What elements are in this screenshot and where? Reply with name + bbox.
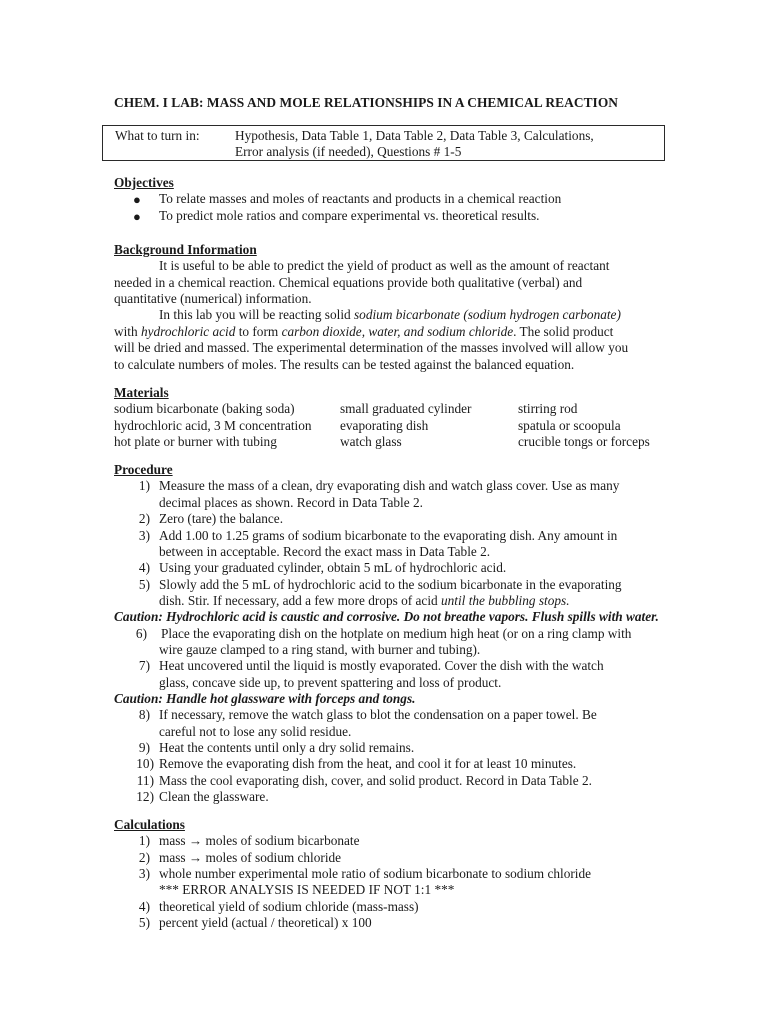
step-number: 5) <box>138 915 150 930</box>
procedure-step: Clean the glassware. <box>159 789 269 804</box>
background-text: will be dried and massed. The experimental determination of the masses involved will allow you <box>114 340 629 355</box>
step-number: 11) <box>136 773 154 788</box>
background-text: It is useful to be able to predict the yield of product as well as the amount of reactant <box>159 258 610 273</box>
background-text: with hydrochloric acid to form carbon dioxide, water, and sodium chloride. The solid product <box>114 324 614 339</box>
procedure-step: between in acceptable. Record the exact mass in Data Table 2. <box>159 544 491 559</box>
procedure-step: Heat the contents until only a dry solid remains. <box>159 740 415 755</box>
calculation-item: mass → moles of sodium chloride <box>159 850 342 865</box>
step-number: 4) <box>138 899 150 914</box>
procedure-step: Using your graduated cylinder, obtain 5 mL of hydrochloric acid. <box>159 560 507 575</box>
background-text: to calculate numbers of moles. The results can be tested against the balanced equation. <box>114 357 575 372</box>
step-number: 3) <box>138 866 150 881</box>
step-number: 2) <box>138 850 150 865</box>
procedure-step: Zero (tare) the balance. <box>159 511 284 526</box>
material-item: spatula or scoopula <box>518 418 621 433</box>
step-number: 8) <box>138 707 150 722</box>
objective-item: To relate masses and moles of reactants and products in a chemical reaction <box>159 191 562 206</box>
turn-in-label: What to turn in: <box>115 128 200 143</box>
step-number: 7) <box>138 658 150 673</box>
step-number: 4) <box>138 560 150 575</box>
procedure-step: careful not to lose any solid residue. <box>159 724 352 739</box>
procedure-step: glass, concave side up, to prevent spattering and loss of product. <box>159 675 502 690</box>
procedure-step: If necessary, remove the watch glass to blot the condensation on a paper towel. Be <box>159 707 597 722</box>
calculation-item: mass → moles of sodium bicarbonate <box>159 833 360 848</box>
procedure-step: Mass the cool evaporating dish, cover, and solid product. Record in Data Table 2. <box>159 773 592 788</box>
material-item: evaporating dish <box>340 418 429 433</box>
procedure-step: Slowly add the 5 mL of hydrochloric acid to the sodium bicarbonate in the evaporating <box>159 577 622 592</box>
page-title: CHEM. I LAB: MASS AND MOLE RELATIONSHIPS IN A CHEMICAL REACTION <box>114 95 619 110</box>
procedure-step: Heat uncovered until the liquid is mostly evaporated. Cover the dish with the watch <box>159 658 604 673</box>
background-text: needed in a chemical reaction. Chemical equations provide both qualitative (verbal) and <box>114 275 583 290</box>
step-number: 1) <box>138 833 150 848</box>
step-number: 3) <box>138 528 150 543</box>
objective-item: To predict mole ratios and compare experimental vs. theoretical results. <box>159 208 540 223</box>
materials-heading: Materials <box>114 385 169 400</box>
step-number: 12) <box>136 789 154 804</box>
turn-in-line-2: Error analysis (if needed), Questions # 1-5 <box>235 144 462 159</box>
error-analysis-note: *** ERROR ANALYSIS IS NEEDED IF NOT 1:1 *** <box>159 882 455 897</box>
procedure-step: dish. Stir. If necessary, add a few more drops of acid until the bubbling stops. <box>159 593 570 608</box>
material-item: hot plate or burner with tubing <box>114 434 277 449</box>
procedure-step: Place the evaporating dish on the hotplate on medium high heat (or on a ring clamp with <box>161 626 632 641</box>
calculation-item: whole number experimental mole ratio of sodium bicarbonate to sodium chloride <box>159 866 592 881</box>
material-item: stirring rod <box>518 401 578 416</box>
background-text: quantitative (numerical) information. <box>114 291 312 306</box>
caution-note: Caution: Hydrochloric acid is caustic and corrosive. Do not breathe vapors. Flush spills with water. <box>114 609 659 624</box>
procedure-step: Remove the evaporating dish from the heat, and cool it for at least 10 minutes. <box>159 756 577 771</box>
step-number: 1) <box>138 478 150 493</box>
calculation-item: percent yield (actual / theoretical) x 100 <box>159 915 372 930</box>
step-number: 9) <box>138 740 150 755</box>
caution-note: Caution: Handle hot glassware with forceps and tongs. <box>114 691 416 706</box>
material-item: sodium bicarbonate (baking soda) <box>114 401 295 416</box>
procedure-step: Add 1.00 to 1.25 grams of sodium bicarbonate to the evaporating dish. Any amount in <box>159 528 618 543</box>
calculation-item: theoretical yield of sodium chloride (mass-mass) <box>159 899 419 914</box>
step-number: 2) <box>138 511 150 526</box>
objectives-heading: Objectives <box>114 175 174 190</box>
turn-in-box <box>102 125 665 161</box>
background-heading: Background Information <box>114 242 257 257</box>
bullet-icon: ● <box>133 192 141 207</box>
step-number: 5) <box>138 577 150 592</box>
material-item: watch glass <box>340 434 402 449</box>
step-number: 6) <box>135 626 147 641</box>
calculations-heading: Calculations <box>114 817 185 832</box>
turn-in-line-1: Hypothesis, Data Table 1, Data Table 2, Data Table 3, Calculations, <box>235 128 594 143</box>
procedure-step: decimal places as shown. Record in Data Table 2. <box>159 495 423 510</box>
bullet-icon: ● <box>133 209 141 224</box>
material-item: crucible tongs or forceps <box>518 434 650 449</box>
material-item: hydrochloric acid, 3 M concentration <box>114 418 312 433</box>
step-number: 10) <box>136 756 154 771</box>
material-item: small graduated cylinder <box>340 401 472 416</box>
procedure-step: wire gauze clamped to a ring stand, with burner and tubing). <box>159 642 481 657</box>
background-text: In this lab you will be reacting solid sodium bicarbonate (sodium hydrogen carbonate) <box>159 307 621 322</box>
procedure-heading: Procedure <box>114 462 173 477</box>
procedure-step: Measure the mass of a clean, dry evaporating dish and watch glass cover. Use as many <box>159 478 620 493</box>
